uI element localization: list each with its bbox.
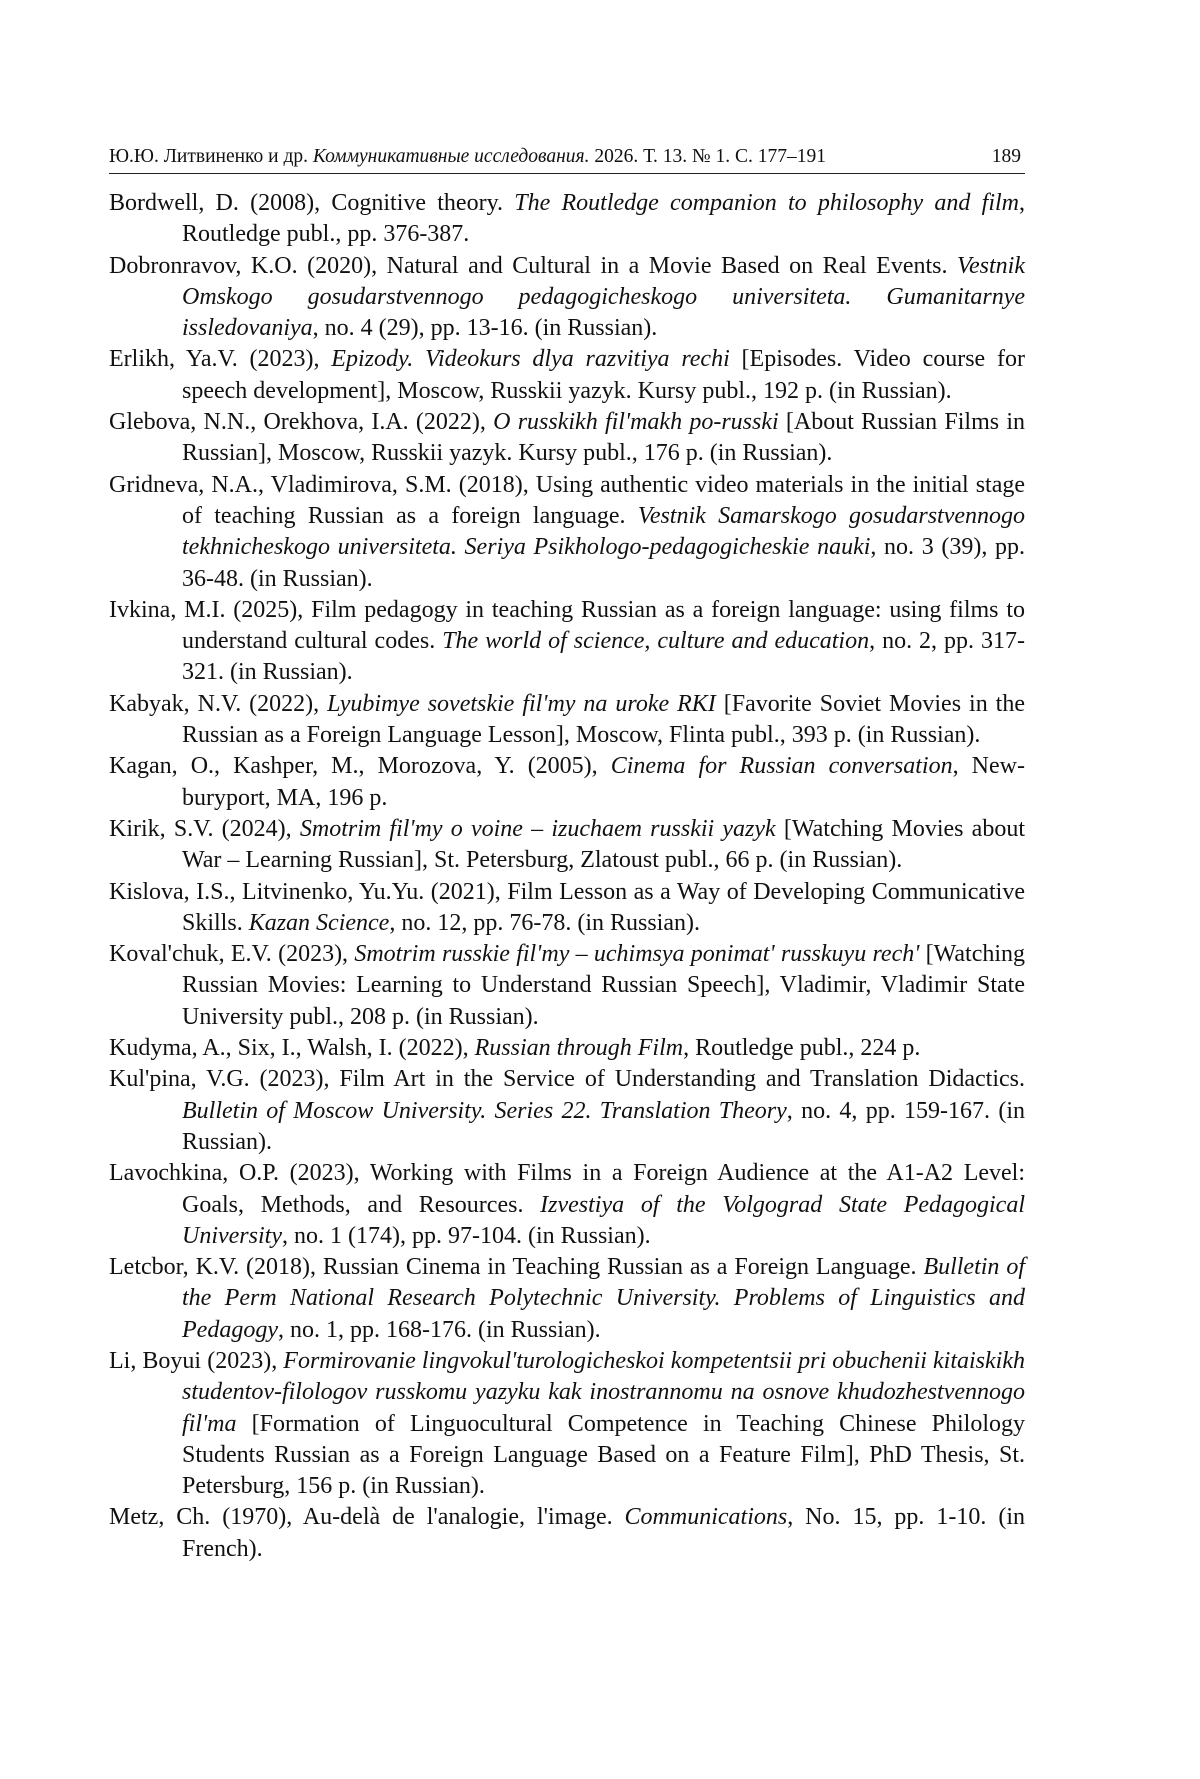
reference-text: Koval'chuk, E.V. (2023), — [109, 941, 355, 968]
reference-text: , no. 4, pp. 159-167. (in Russian). — [182, 1097, 1025, 1155]
reference-text: , Routledge publ., 224 p. — [683, 1035, 921, 1062]
reference-entry — [109, 751, 1025, 814]
reference-title: Cinema for Russian conversation — [610, 753, 953, 780]
reference-text: Kirik, S.V. (2024), — [109, 815, 300, 842]
reference-text: Kislova, I.S., Litvinenko, Yu.Yu. (2021), Film Lesson as a Way of Developing Communicative Skills. — [109, 878, 1025, 936]
reference-text: [Watching Russian Movies: Learning to Understand Russian Speech], Vladimir, Vladimir State University publ., 208 p. (in Russian). — [182, 941, 1026, 1030]
header-journal: Коммуникативные исследования. — [312, 146, 590, 167]
reference-text: Kul'pina, V.G. (2023), Film Art in the Service of Understanding and Translation Didactics. — [109, 1066, 1025, 1093]
reference-entry — [109, 939, 1025, 1033]
reference-text: , no. 3 (39), pp. 36-48. (in Russian). — [182, 534, 1025, 592]
reference-entry — [109, 1502, 1025, 1565]
reference-text: , Newburyport, MA, 196 p. — [182, 753, 1025, 811]
running-header — [109, 143, 1025, 174]
reference-text: Kudyma, A., Six, I., Walsh, I. (2022), — [109, 1035, 475, 1062]
reference-title: The world of science, culture and education — [442, 628, 870, 655]
reference-text: [Formation of Linguocultural Competence in Teaching Chinese Philology Students Russian as a Foreign Language Based on a Feature Film], PhD Thesis, St. Petersburg, 156 p. (in Russian). — [182, 1410, 1025, 1500]
reference-text: , no. 1, pp. 168-176. (in Russian). — [277, 1316, 601, 1343]
reference-title: The Routledge companion to philosophy and film — [514, 190, 1019, 216]
reference-entry — [109, 1158, 1025, 1252]
header-citation — [109, 143, 826, 171]
reference-title: Kazan Science — [248, 909, 390, 936]
reference-text: , no. 1 (174), pp. 97-104. (in Russian). — [281, 1222, 651, 1249]
reference-title: Bulletin of Moscow University. Series 22. Translation Theory — [182, 1097, 787, 1124]
page-number: 189 — [991, 146, 1021, 167]
reference-entry — [109, 814, 1025, 877]
reference-text: [Favorite Soviet Movies in the Russian as a Foreign Language Lesson], Moscow, Flinta publ., 393 p. (in Russian). — [182, 690, 1025, 749]
reference-entry — [109, 1252, 1025, 1346]
reference-title: Bulletin of the Perm National Research Polytechnic University. Problems of Linguistics and Pedagogy — [182, 1254, 1025, 1343]
reference-text: , no. 4 (29), pp. 13-16. (in Russian). — [312, 315, 658, 342]
reference-text: Erlikh, Ya.V. (2023), — [109, 346, 332, 373]
reference-text: , Routledge publ., pp. 376-387. — [182, 190, 1025, 248]
reference-list — [109, 188, 1025, 1565]
header-issue: 2026. Т. 13. № 1. С. 177–191 — [594, 146, 827, 167]
reference-entry — [109, 1033, 1025, 1064]
reference-entry — [109, 595, 1025, 689]
reference-title: Epizody. Videokurs dlya razvitiya rechi — [331, 346, 730, 373]
reference-title: Izvestiya of the Volgograd State Pedagogical University — [182, 1191, 1025, 1249]
reference-entry — [109, 1064, 1025, 1158]
reference-entry — [109, 877, 1025, 940]
reference-title: Lyubimye sovetskie fil'my na uroke RKI — [327, 690, 716, 717]
reference-text: Kabyak, N.V. (2022), — [109, 690, 328, 717]
reference-title: Vestnik Omskogo gosudarstvennogo pedagogicheskogo universiteta. Gumanitarnye issledovaniya — [182, 252, 1025, 342]
reference-entry — [109, 1346, 1025, 1502]
reference-title: Vestnik Samarskogo gosudarstvennogo tekhnicheskogo universiteta. Seriya Psikhologo-pedagogicheskie nauki — [182, 502, 1026, 561]
reference-entry — [109, 407, 1025, 470]
reference-title: Russian through Film — [474, 1035, 684, 1062]
reference-entry — [109, 470, 1025, 595]
header-authors: Ю.Ю. Литвиненко и др. — [109, 146, 309, 167]
reference-entry — [109, 188, 1025, 251]
reference-entry — [109, 689, 1025, 752]
reference-text: , no. 2, pp. 317-321. (in Russian). — [182, 628, 1025, 686]
reference-title: Communications — [624, 1504, 788, 1531]
reference-text: Li, Boyui (2023), — [109, 1347, 284, 1374]
reference-text: Lavochkina, O.P. (2023), Working with Films in a Foreign Audience at the A1-A2 Level: Goals, Methods, and Resources. — [109, 1160, 1025, 1218]
reference-text: Gridneva, N.A., Vladimirova, S.M. (2018), Using authentic video materials in the initial stage of teaching Russian as a foreign language. — [109, 471, 1025, 529]
reference-text: [Episodes. Video course for speech development], Moscow, Russkii yazyk. Kursy publ., 192 p. (in Russian). — [182, 346, 1025, 404]
reference-title: Smotrim russkie fil'my – uchimsya ponimat' russkuyu rech' — [354, 941, 920, 968]
reference-text: Metz, Ch. (1970), Au-delà de l'analogie, l'image. — [109, 1504, 625, 1531]
reference-text: Kagan, O., Kashper, M., Morozova, Y. (2005), — [109, 753, 611, 780]
reference-text: Ivkina, M.I. (2025), Film pedagogy in teaching Russian as a foreign language: using films to understand cultural codes. — [109, 596, 1025, 655]
reference-text: [About Russian Films in Russian], Moscow, Russkii yazyk. Kursy publ., 176 p. (in Russian). — [182, 409, 1025, 467]
reference-text: Dobronravov, K.O. (2020), Natural and Cultural in a Movie Based on Real Events. — [109, 252, 958, 279]
reference-text: , no. 12, pp. 76-78. (in Russian). — [389, 909, 700, 936]
reference-entry — [109, 251, 1025, 345]
reference-title: O russkikh fil'makh po-russki — [493, 409, 779, 436]
reference-text: [Watching Movies about War – Learning Russian], St. Petersburg, Zlatoust publ., 66 p. (in Russian). — [182, 815, 1026, 874]
reference-title: Formirovanie lingvokul'turologicheskoi kompetentsii pri obuchenii kitaiskikh studentov-filologov russkomu yazyku kak inostrannomu na osnove khudozhestvennogo fil'ma — [182, 1347, 1025, 1437]
reference-title: Smotrim fil'my o voine – izuchaem russkii yazyk — [299, 815, 776, 842]
reference-text: Bordwell, D. (2008), Cognitive theory. — [109, 190, 515, 216]
reference-entry — [109, 344, 1025, 407]
reference-text: Glebova, N.N., Orekhova, I.A. (2022), — [109, 409, 494, 436]
reference-text: , No. 15, pp. 1-10. (in French). — [182, 1504, 1025, 1562]
reference-text: Letcbor, K.V. (2018), Russian Cinema in Teaching Russian as a Foreign Language. — [109, 1254, 924, 1281]
